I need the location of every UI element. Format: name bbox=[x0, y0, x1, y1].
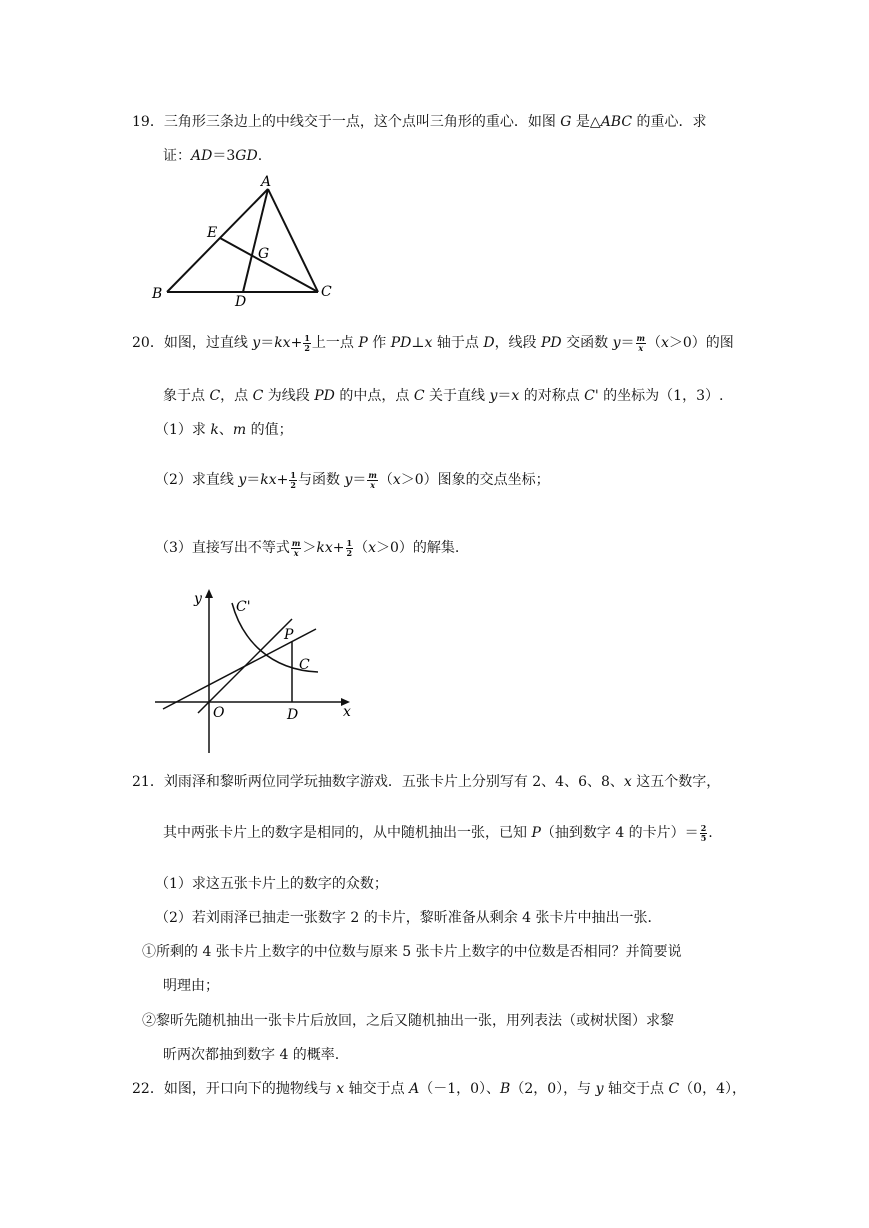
label-a: A bbox=[261, 174, 272, 190]
q19-triangle-figure bbox=[140, 172, 350, 310]
label-p: P bbox=[284, 627, 294, 643]
q19-line-2: 证：AD＝3GD. bbox=[163, 148, 263, 164]
fraction-m-over-x: $\frac{m}{x}$ bbox=[636, 332, 645, 353]
q21-line-1: 21．刘雨泽和黎昕两位同学玩抽数字游戏．五张卡片上分别写有 2、4、6、8、x 这五个数字， bbox=[132, 774, 721, 790]
label-x: x bbox=[343, 704, 351, 720]
label-o: O bbox=[213, 705, 225, 721]
q22-number: 22． bbox=[132, 1081, 164, 1097]
q21-line-2: 其中两张卡片上的数字是相同的，从中随机抽出一张，已知 P（抽到数字 4 的卡片）＝ $\frac{2}{5}$ . bbox=[163, 822, 713, 843]
q20-graph-figure bbox=[150, 585, 365, 757]
label-c-prime: C' bbox=[236, 599, 251, 615]
y-axis-arrow bbox=[205, 589, 213, 598]
label-e: E bbox=[207, 225, 218, 241]
fraction-two-fifths: $\frac{2}{5}$ bbox=[700, 822, 707, 843]
label-y: y bbox=[194, 591, 202, 607]
label-g: G bbox=[258, 246, 270, 262]
q20-number: 20． bbox=[132, 335, 164, 351]
label-d: D bbox=[287, 707, 299, 723]
q21-sub-4a: ②黎昕先随机抽出一张卡片后放回，之后又随机抽出一张，用列表法（或树状图）求黎 bbox=[142, 1013, 674, 1029]
q19-line-1: 19．三角形三条边上的中线交于一点，这个点叫三角形的重心．如图 G 是△ABC 的重心．求 bbox=[132, 114, 707, 130]
label-b: B bbox=[152, 286, 163, 302]
q21-number: 21． bbox=[132, 774, 164, 790]
q21-sub-3a: ①所剩的 4 张卡片上数字的中位数与原来 5 张卡片上数字的中位数是否相同？并简要说 bbox=[142, 944, 682, 960]
q20-sub-2: （2）求直线 y＝kx+ $\frac{1}{2}$ 与函数 y＝ $\frac{m}{x}$ （x＞0）图象的交点坐标； bbox=[155, 469, 550, 490]
q20-sub-3: （3）直接写出不等式 $\frac{m}{x}$ ＞kx+ $\frac{1}{2}$ （x＞0）的解集. bbox=[155, 537, 460, 558]
median-ad bbox=[243, 189, 268, 292]
side-ac bbox=[268, 189, 318, 292]
label-c: C bbox=[321, 284, 332, 300]
q19-number: 19． bbox=[132, 114, 164, 130]
side-ab bbox=[167, 189, 268, 292]
q20-line-1: 20．如图，过直线 y＝kx+ $\frac{1}{2}$ 上一点 P 作 PD⊥x 轴于点 D，线段 PD 交函数 y＝ $\frac{m}{x}$ （x＞0）的图 bbox=[132, 332, 734, 353]
q21-sub-3b: 明理由； bbox=[163, 978, 219, 994]
q20-sub-1: （1）求 k、m 的值； bbox=[155, 422, 293, 438]
q20-line-2: 象于点 C，点 C 为线段 PD 的中点，点 C 关于直线 y＝x 的对称点 C' 的坐标为（1，3）. bbox=[163, 388, 724, 404]
q21-sub-4b: 昕两次都抽到数字 4 的概率. bbox=[163, 1047, 340, 1063]
q21-sub-1: （1）求这五张卡片上的数字的众数； bbox=[155, 876, 388, 892]
fraction-one-half: $\frac{1}{2}$ bbox=[304, 332, 310, 353]
label-c: C bbox=[299, 657, 310, 673]
label-d: D bbox=[235, 294, 247, 310]
q22-line-1: 22．如图，开口向下的抛物线与 x 轴交于点 A（－1，0）、B（2，0），与 y 轴交于点 C（0，4）， bbox=[132, 1081, 746, 1097]
q21-sub-2: （2）若刘雨泽已抽走一张数字 2 的卡片，黎昕准备从剩余 4 张卡片中抽出一张． bbox=[155, 910, 662, 926]
